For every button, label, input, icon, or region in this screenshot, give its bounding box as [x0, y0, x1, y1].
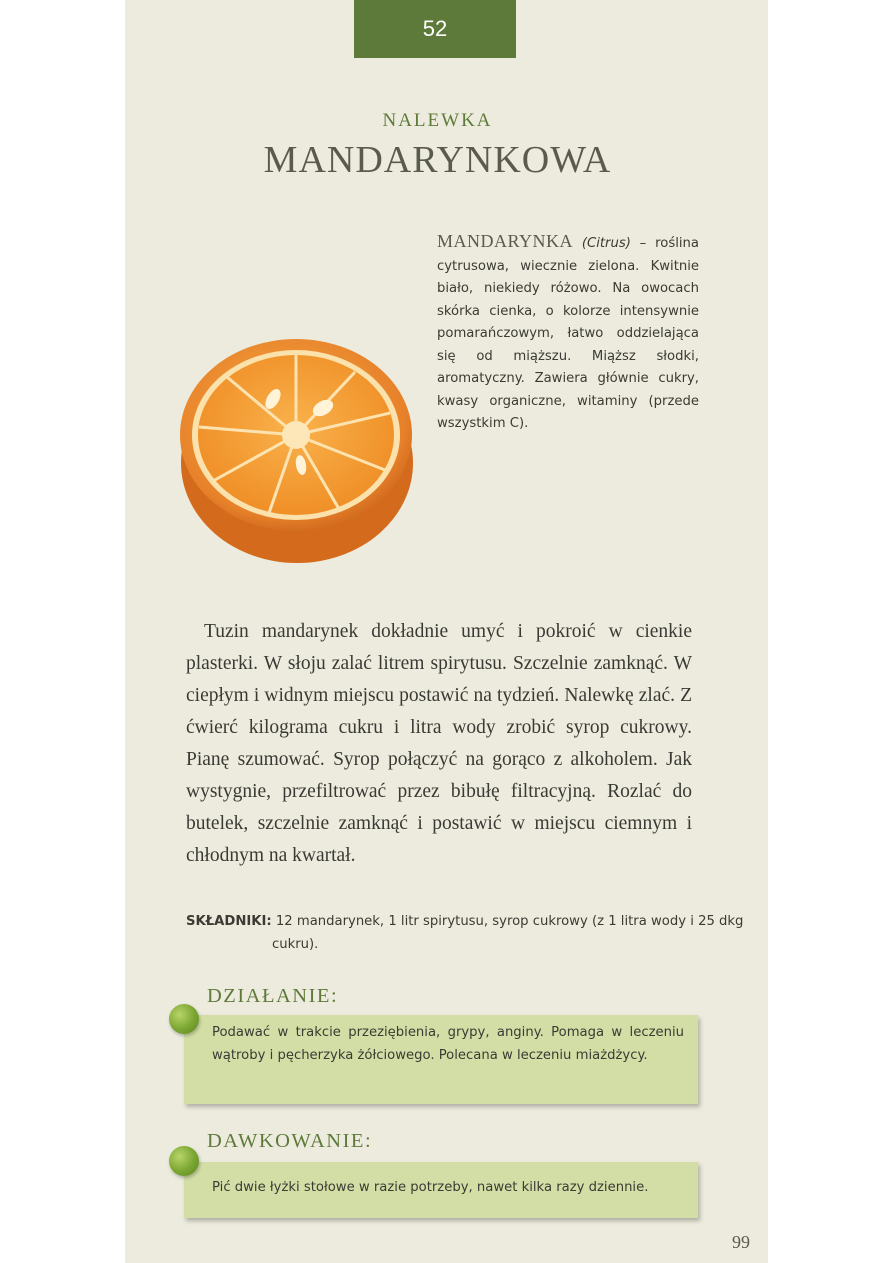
- recipe-number: 52: [422, 16, 448, 41]
- plant-description: [437, 230, 699, 436]
- plant-description-text: roślina cytrusowa, wiecznie zielona. Kwitnie biało, niekiedy różowo. Na owocach skórka cienka, o kolorze intensywnie pomarańczowym, łatwo oddzielająca się od miąższu. Miąższ słodki, aromatyczny. Zawiera głównie cukry, kwasy organiczne, witaminy (przede wszystkim C).: [437, 236, 699, 431]
- recipe-instructions: Tuzin mandarynek dokładnie umyć i pokroić w cienkie plasterki. W słoju zalać litrem spirytusu. Szczelnie zamknąć. W ciepłym i widnym miejscu postawić na tydzień. Nalewkę zlać. Z ćwierć kilograma cukru i litra wody zrobić syrop cukrowy. Pianę szumować. Syrop połączyć na gorąco z alkoholem. Jak wystygnie, przefiltrować przez bibułę filtracyjną. Rozlać do butelek, szczelnie zamknąć i postawić w miejscu ciemnym i chłodnym na kwartał.: [186, 621, 692, 866]
- dosage-box: [184, 1162, 698, 1218]
- recipe-number-tab: [354, 0, 516, 58]
- action-heading: DZIAŁANIE:: [207, 985, 339, 1007]
- page-number: 99: [732, 1232, 750, 1252]
- recipe-title: MANDARYNKOWA: [263, 139, 612, 181]
- dosage-text: Pić dwie łyżki stołowe w razie potrzeby, nawet kilka razy dziennie.: [212, 1180, 649, 1195]
- plant-name: MANDARYNKA: [437, 231, 574, 251]
- book-page: [125, 0, 768, 1263]
- bullet-dot-icon: [169, 1146, 199, 1176]
- orange-slice-icon: [177, 335, 417, 565]
- dosage-heading: DAWKOWANIE:: [207, 1130, 373, 1152]
- ingredients-label: SKŁADNIKI:: [186, 914, 272, 929]
- description-dash: –: [630, 236, 647, 251]
- plant-latin-name: (Citrus): [581, 236, 631, 251]
- recipe-subtitle: NALEWKA: [382, 110, 493, 131]
- action-text: Podawać w trakcie przeziębienia, grypy, anginy. Pomaga w leczeniu wątroby i pęcherzyka żółciowego. Polecana w leczeniu miażdżycy.: [212, 1025, 684, 1063]
- ingredients-text: 12 mandarynek, 1 litr spirytusu, syrop cukrowy (z 1 litra wody i 25 dkg cukru).: [272, 914, 744, 952]
- bullet-dot-icon: [169, 1004, 199, 1034]
- ingredients: [186, 910, 768, 956]
- action-box: [184, 1015, 698, 1104]
